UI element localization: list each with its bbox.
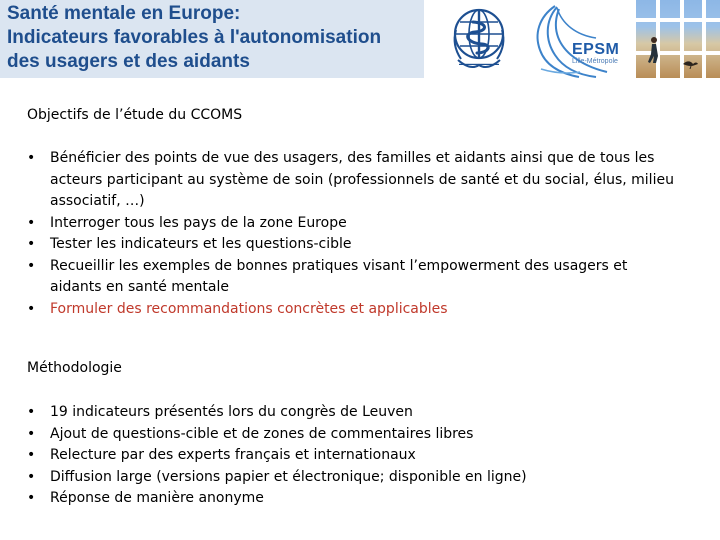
- objective-text: Tester les indicateurs et les questions-cible: [50, 236, 352, 252]
- objective-text: Interroger tous les pays de la zone Europe: [50, 214, 347, 231]
- list-item: [27, 256, 697, 299]
- list-item: [27, 488, 697, 510]
- methodology-text: 19 indicateurs présentés lors du congrès de Leuven: [50, 404, 413, 420]
- epsm-logo-label: EPSM: [572, 41, 620, 58]
- title-line-2: Indicateurs favorables à l'autonomisation: [7, 27, 382, 48]
- highlighted-list-item: [27, 299, 697, 321]
- photo-divider: [636, 18, 720, 22]
- list-item: [27, 234, 697, 256]
- bullet-icon: •: [27, 214, 36, 231]
- list-item: [27, 148, 697, 213]
- epsm-logo-icon: [521, 0, 621, 78]
- objective-text: Recueillir les exemples de bonnes pratiques visant l’empowerment des usagers et aidants en santé mentale: [50, 257, 628, 295]
- objectives-list: [27, 148, 697, 320]
- objective-text: Bénéficier des points de vue des usagers, des familles et aidants ainsi que de tous les acteurs participant au système de soin (professionnels de santé et du social, élus, milieu associatif, …): [50, 150, 674, 209]
- list-item: [27, 445, 697, 467]
- methodology-list: [27, 402, 697, 510]
- objectives-heading: Objectifs de l’étude du CCOMS: [27, 107, 243, 123]
- methodology-heading: Méthodologie: [27, 360, 122, 376]
- bullet-icon: •: [27, 236, 36, 252]
- list-item: [27, 424, 697, 446]
- methodology-text: Ajout de questions-cible et de zones de commentaires libres: [50, 425, 474, 442]
- bullet-icon: •: [27, 468, 36, 485]
- bullet-icon: •: [27, 150, 36, 166]
- methodology-text: Relecture par des experts français et internationaux: [50, 447, 416, 463]
- photo-bird-icon: [681, 57, 699, 69]
- bullet-icon: •: [27, 257, 36, 274]
- highlighted-objective-text: Formuler des recommandations concrètes et applicables: [50, 300, 448, 317]
- methodology-text: Diffusion large (versions papier et électronique; disponible en ligne): [50, 468, 527, 485]
- epsm-logo-sublabel: Lille-Métropole: [572, 58, 618, 65]
- title-banner: [0, 0, 424, 78]
- title-line-1: Santé mentale en Europe:: [7, 3, 241, 24]
- list-item: [27, 467, 697, 489]
- bullet-icon: •: [27, 425, 36, 442]
- title-line-3: des usagers et des aidants: [7, 51, 250, 72]
- bullet-icon: •: [27, 490, 36, 506]
- methodology-text: Réponse de manière anonyme: [50, 490, 264, 506]
- bullet-icon: •: [27, 300, 36, 317]
- photo-divider: [702, 0, 706, 78]
- photo-person-icon: [647, 36, 661, 64]
- list-item: [27, 402, 697, 424]
- who-caption-graphic: ▬▬▬▬▬▬▬▬▬▬: [459, 62, 499, 66]
- bullet-icon: •: [27, 447, 36, 463]
- page-title: [7, 2, 421, 74]
- list-item: [27, 213, 697, 235]
- bullet-icon: •: [27, 404, 36, 420]
